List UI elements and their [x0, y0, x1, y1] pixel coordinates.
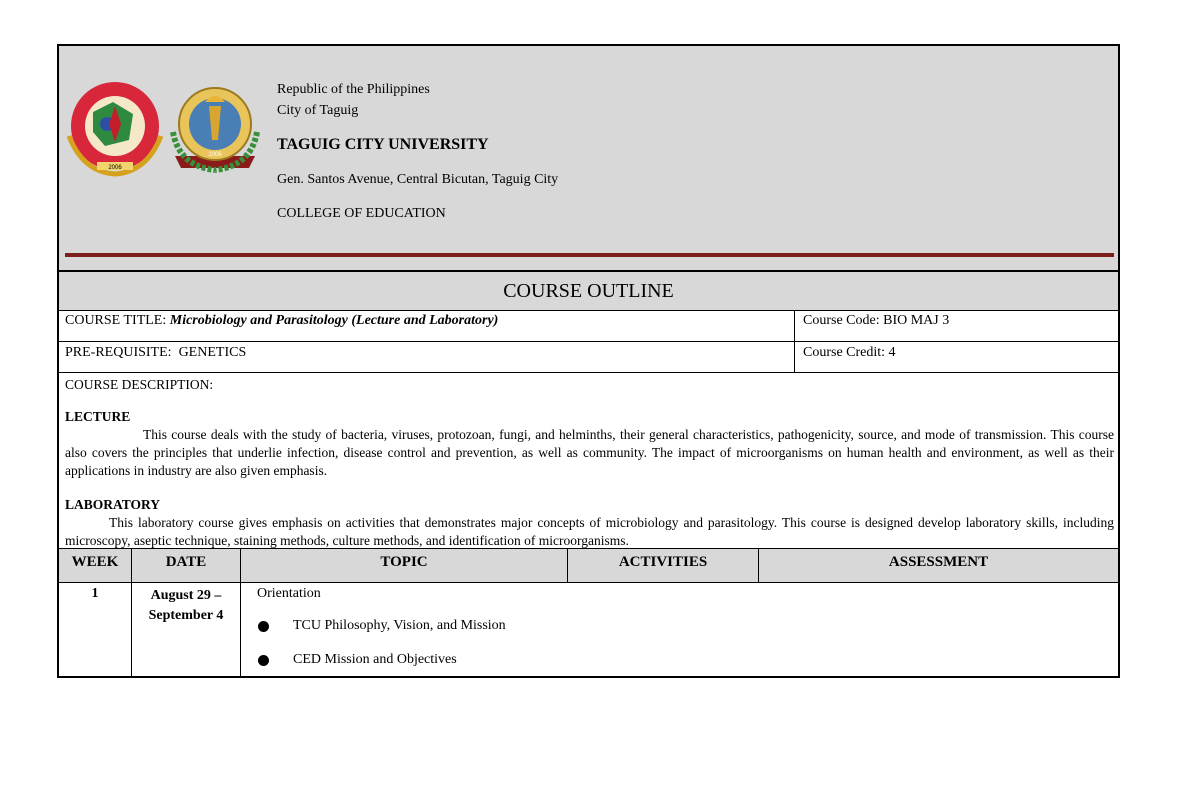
- topic-bullet-item: CED Mission and Objectives: [293, 652, 457, 667]
- course-code-label: Course Code:: [803, 313, 880, 328]
- bullet-icon: [258, 621, 269, 632]
- table-header-topic: TOPIC: [241, 549, 567, 583]
- course-description-label: COURSE DESCRIPTION: [65, 377, 210, 392]
- divider: [758, 548, 759, 582]
- table-header-assessment: ASSESSMENT: [759, 549, 1118, 583]
- header-college: COLLEGE OF EDUCATION: [277, 206, 446, 221]
- divider: [794, 310, 795, 373]
- course-code-value: BIO MAJ 3: [883, 313, 950, 328]
- divider: [567, 548, 568, 582]
- lecture-text: This course deals with the study of bacteria, viruses, protozoan, fungi, and helminths, their general characteristics, pathogenicity, source, and mode of transmission. This course also covers the principles that underlie infection, disease control and prevention, as well as community. The impact of microorganisms on human health and environment, as well as their applications in industry are also given emphasis.: [65, 427, 1114, 478]
- date-cell: [132, 586, 240, 626]
- topic-bullet-item: TCU Philosophy, Vision, and Mission: [293, 618, 506, 633]
- university-seal-logo: [63, 76, 167, 180]
- laboratory-text: This laboratory course gives emphasis on activities that demonstrates major concepts of microbiology and parasitology. This course is designed develop laboratory skills, including microscopy, aseptic technique, staining methods, culture methods, and identification of microorganisms.: [65, 515, 1114, 548]
- week-cell: 1: [91, 586, 99, 601]
- seal2-year: 2006: [208, 152, 222, 158]
- college-seal-logo: [165, 82, 265, 178]
- prerequisite-label: PRE-REQUISITE:: [65, 345, 172, 360]
- course-credit-value: 4: [888, 345, 896, 360]
- course-description-colon: :: [209, 377, 214, 392]
- header-divider: [65, 253, 1114, 257]
- course-credit-field: [803, 345, 896, 361]
- page-title: COURSE OUTLINE: [59, 272, 1118, 310]
- date-end: September 4: [148, 608, 224, 623]
- table-header-activities: ACTIVITIES: [568, 549, 758, 583]
- course-title-value: Microbiology and Parasitology (Lecture and Laboratory): [169, 313, 499, 328]
- header-university-name: TAGUIG CITY UNIVERSITY: [277, 136, 489, 153]
- divider: [59, 310, 1118, 311]
- course-description: [65, 376, 1114, 550]
- prerequisite-field: [65, 345, 246, 361]
- course-credit-label: Course Credit:: [803, 345, 886, 360]
- laboratory-heading: LABORATORY: [65, 497, 161, 512]
- table-header-date: DATE: [132, 549, 240, 583]
- lecture-heading: LECTURE: [65, 409, 131, 424]
- prerequisite-value: GENETICS: [178, 345, 247, 360]
- bullet-icon: [258, 655, 269, 666]
- course-outline-document: [57, 44, 1120, 678]
- divider: [240, 548, 241, 678]
- header-republic: Republic of the Philippines: [277, 82, 430, 97]
- course-title-field: [65, 313, 498, 329]
- seal1-year: 2006: [108, 165, 122, 171]
- letterhead: [59, 46, 1118, 270]
- table-header-week: WEEK: [59, 549, 131, 583]
- course-title-label: COURSE TITLE:: [65, 313, 167, 328]
- divider: [59, 582, 1118, 583]
- divider: [59, 372, 1118, 373]
- topic-cell: Orientation: [257, 586, 321, 601]
- divider: [59, 341, 1118, 342]
- header-address: Gen. Santos Avenue, Central Bicutan, Taguig City: [277, 172, 559, 187]
- date-start: August 29 –: [150, 588, 222, 603]
- header-city: City of Taguig: [277, 103, 359, 118]
- course-code-field: [803, 313, 949, 329]
